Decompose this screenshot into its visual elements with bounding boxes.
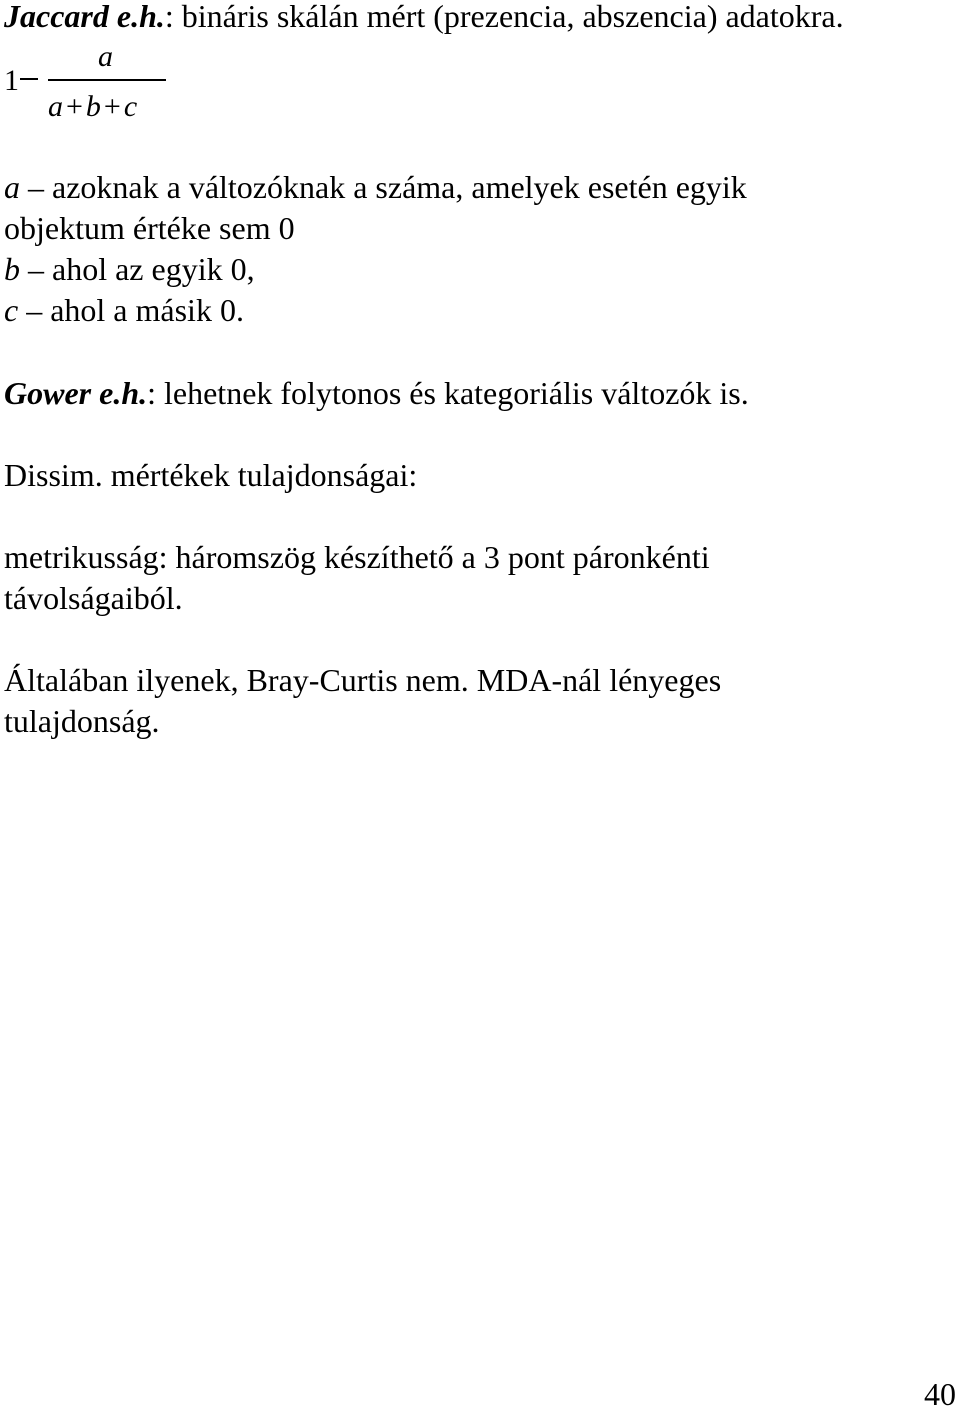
page-number: 40 [924, 1376, 956, 1412]
def-a-text: – azoknak a változóknak a száma, amelyek esetén egyik [20, 169, 747, 205]
den-plus-1: + [66, 90, 83, 123]
formula-one: 1 [4, 64, 19, 97]
den-c: c [123, 90, 138, 123]
def-b-line [4, 253, 255, 285]
jaccard-term: Jaccard e.h. [4, 0, 165, 34]
def-a-cont-line [4, 212, 295, 244]
metric-line-2: távolságaiból. [4, 580, 183, 616]
den-plus-2: + [103, 90, 121, 123]
def-a-var: a [4, 169, 20, 205]
den-a: a [48, 90, 63, 123]
den-b: b [85, 90, 101, 123]
general-line-2: tulajdonság. [4, 703, 160, 739]
gower-line [4, 377, 749, 409]
dissim-heading: Dissim. mértékek tulajdonságai: [4, 457, 418, 493]
jaccard-line [4, 0, 844, 32]
gower-text: : lehetnek folytonos és kategoriális változók is. [147, 375, 749, 411]
def-c-line [4, 294, 244, 326]
general-line-1: Általában ilyenek, Bray-Curtis nem. MDA-nál lényeges [4, 662, 722, 698]
formula-minus-sign [20, 78, 38, 80]
formula-denominator [48, 92, 137, 122]
def-b-var: b [4, 251, 20, 287]
def-a-line [4, 171, 747, 203]
def-c-text: – ahol a másik 0. [18, 292, 244, 328]
formula-numerator: a [98, 40, 113, 73]
gower-term: Gower e.h. [4, 375, 148, 411]
def-b-text: – ahol az egyik 0, [20, 251, 255, 287]
def-a-text-cont: objektum értéke sem 0 [4, 210, 295, 246]
def-c-var: c [4, 292, 19, 328]
metric-line-1: metrikusság: háromszög készíthető a 3 pont páronkénti [4, 539, 710, 575]
jaccard-text: : bináris skálán mért (prezencia, abszencia) adatokra. [164, 0, 844, 34]
jaccard-formula [0, 42, 200, 132]
formula-fraction-bar [48, 79, 166, 81]
